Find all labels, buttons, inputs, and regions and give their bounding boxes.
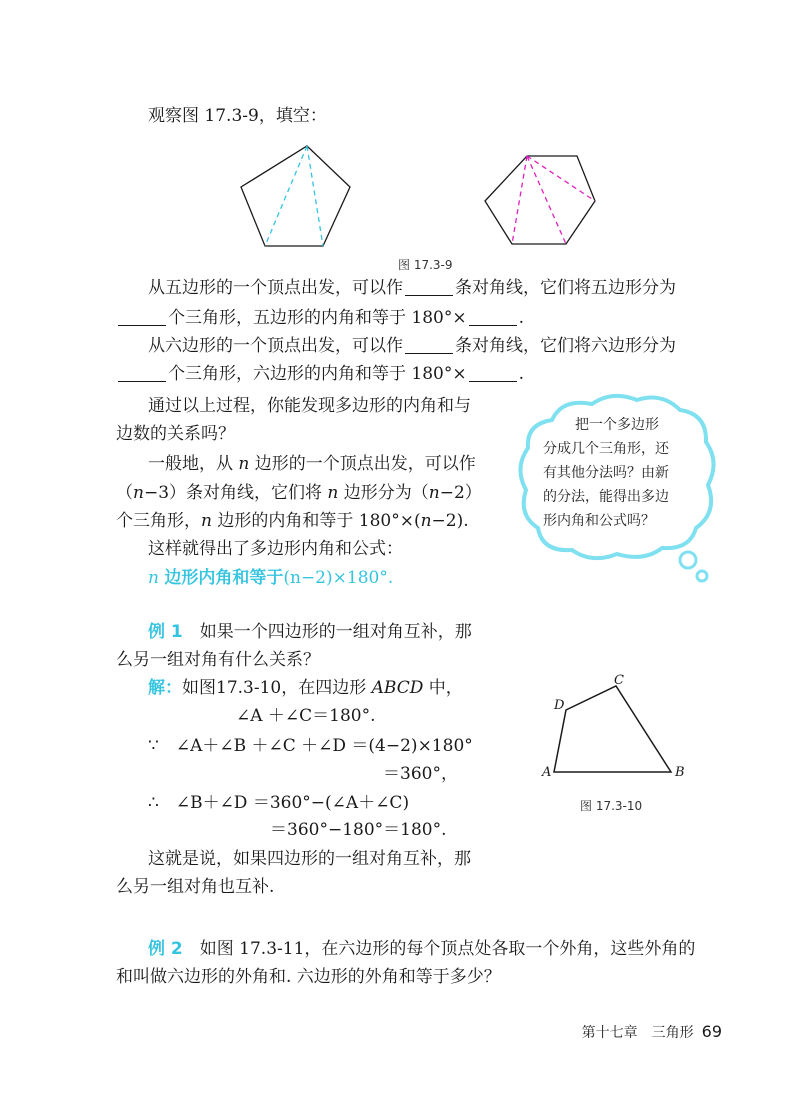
answer-blank[interactable] [118,307,166,326]
example-2-line-1: 例 2 如图 17.3-11，在六边形的每个顶点处各取一个外角，这些外角的 [148,939,696,959]
hexagon-paragraph-line-2: 个三角形，六边形的内角和等于 180°× . [116,362,524,386]
hexagon-diagonal [527,156,595,201]
example-2-label: 例 2 [148,939,183,959]
vertex-label-b: B [675,765,685,780]
figure-17-3-9-caption: 图 17.3-9 [398,258,453,272]
pentagon-diagonal [307,146,323,246]
quadrilateral-abcd [554,686,671,772]
example-1-label: 例 1 [148,622,183,642]
general-line-3: 个三角形，n 边形的内角和等于 180°×(n−2). [116,511,469,531]
formula-lead: 这样就得出了多边形内角和公式： [148,539,403,559]
cloud-line: 有其他分法吗？由新 [543,465,669,481]
solution-line-5: ∴ ∠B＋∠D ＝360°−(∠A＋∠C) [148,793,410,813]
answer-blank[interactable] [469,307,517,326]
hexagon-paragraph-line-1: 从六边形的一个顶点出发，可以作 条对角线，它们将六边形分为 [148,336,676,356]
example-2-line-2: 和叫做六边形的外角和. 六边形的外角和等于多少？ [116,967,501,987]
vertex-label-d: D [554,698,565,713]
solution-line-1: 解：如图17.3-10，在四边形 ABCD 中， [148,678,463,698]
page-footer [582,1022,722,1042]
answer-blank[interactable] [405,335,453,354]
conclusion-line-1: 这就是说，如果四边形的一组对角互补，那 [148,849,471,869]
cloud-line: 分成几个三角形，还 [543,441,669,457]
cloud-line: 的分法，能得出多边 [543,489,669,505]
pentagon-paragraph-line-2: 个三角形，五边形的内角和等于 180°× . [116,306,524,330]
answer-blank[interactable] [118,363,166,382]
cloud-line: 形内角和公式吗？ [543,513,655,529]
example-1-line-2: 么另一组对角有什么关系？ [116,650,320,670]
general-line-2: （n−3）条对角线，它们将 n 边形分为（n−2） [116,483,482,503]
vertex-label-a: A [542,765,552,780]
discussion-line-1: 通过以上过程，你能发现多边形的内角和与 [148,396,471,416]
chapter-title: 第十七章 三角形 [581,1025,694,1041]
intro-text: 观察图 17.3-9，填空： [148,106,327,126]
formula-statement: n 边形内角和等于(n−2)×180°. [148,568,394,588]
solution-line-3: ∵ ∠A＋∠B ＋∠C ＋∠D ＝(4−2)×180° [148,736,473,756]
cloud-line: 把一个多边形 [575,417,659,433]
pentagon-diagonal [265,146,307,246]
pentagon-shape [241,146,350,246]
solution-line-2: ∠A ＋∠C＝180°. [236,706,376,726]
solution-line-6: ＝360°−180°＝180°. [270,820,447,840]
solution-label: 解： [148,678,182,698]
answer-blank[interactable] [405,277,453,296]
pentagon-paragraph-line-1: 从五边形的一个顶点出发，可以作 条对角线，它们将五边形分为 [148,278,676,298]
answer-blank[interactable] [469,363,517,382]
page-number: 69 [701,1022,722,1041]
conclusion-line-2: 么另一组对角也互补. [116,877,275,897]
hexagon-shape [485,156,595,244]
general-line-1: 一般地，从 n 边形的一个顶点出发，可以作 [148,454,476,474]
vertex-label-c: C [614,673,624,688]
hexagon-diagonal [527,156,566,244]
discussion-line-2: 边数的关系吗？ [116,424,235,444]
solution-line-4: ＝360°， [383,764,458,784]
example-1-line-1: 例 1 如果一个四边形的一组对角互补，那 [148,622,472,642]
figure-17-3-10-caption: 图 17.3-10 [580,799,643,813]
figure-17-3-9 [230,140,610,255]
